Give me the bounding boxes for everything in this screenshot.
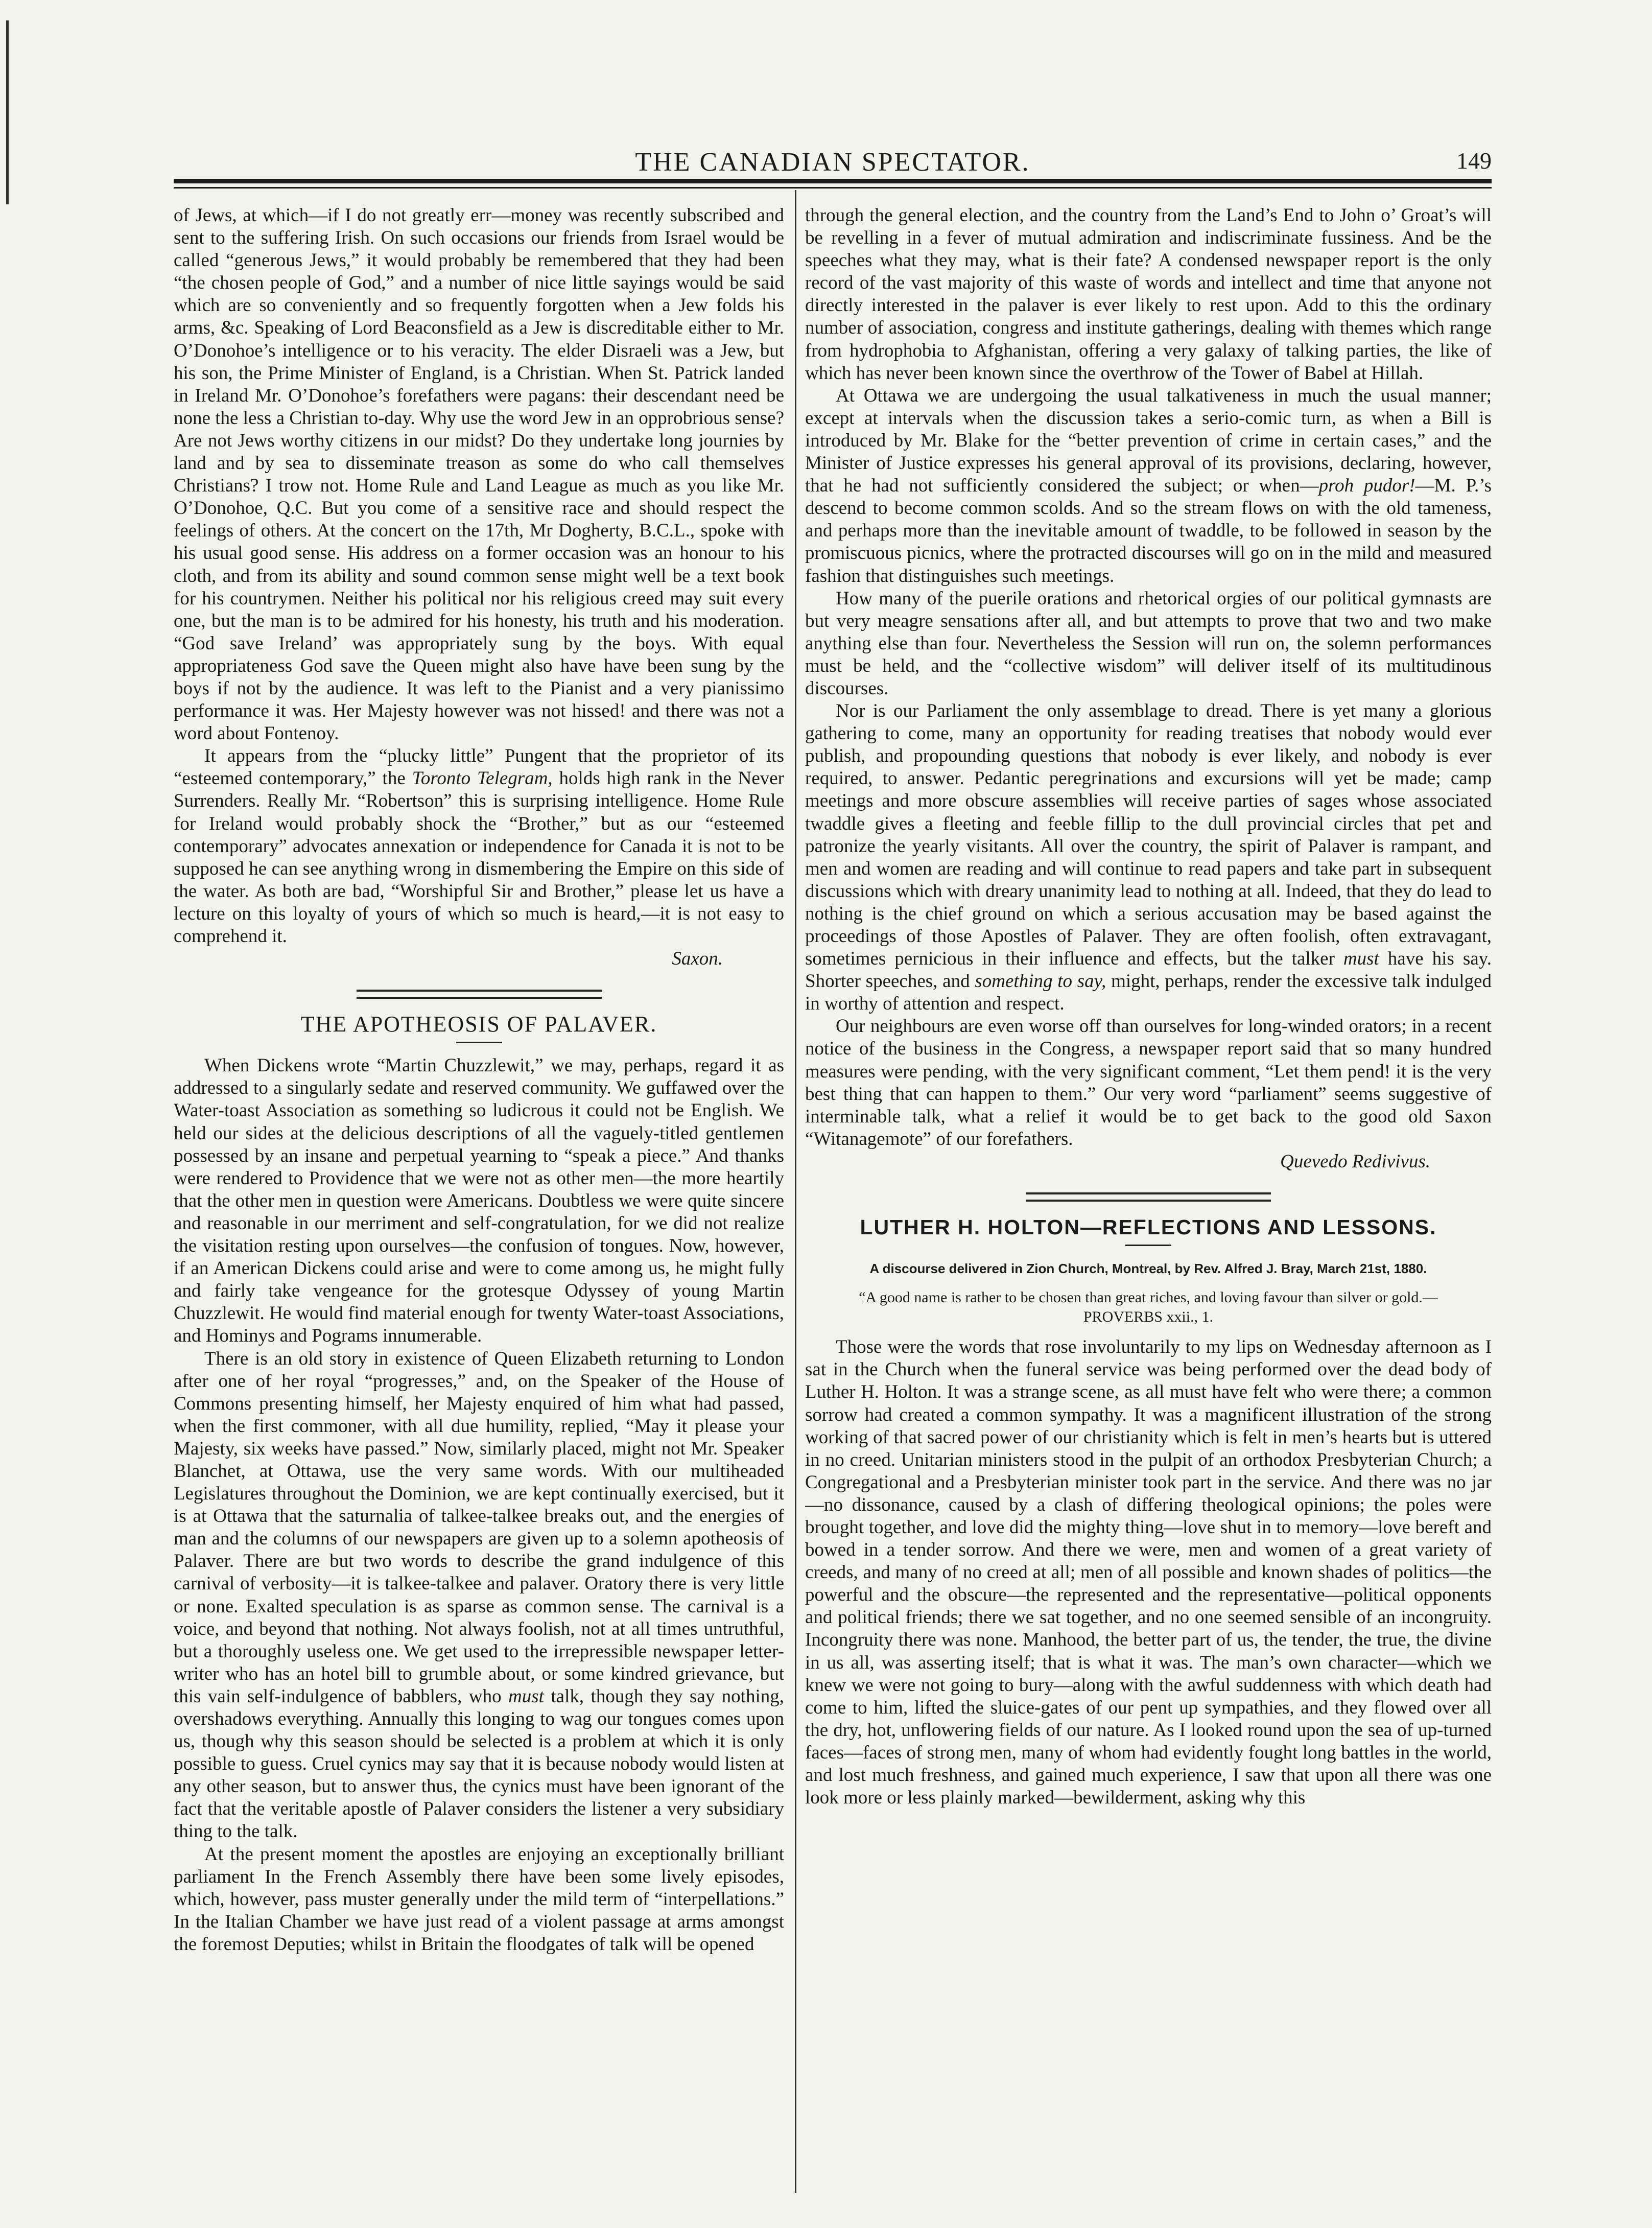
continued-paragraph: through the general election, and the country from the Land’s End to John o’ Groat’s will be revelling in a fever of mutual admiration and indiscriminate fussiness. And be the speeches what they may, what is their fate? A condensed newspaper report is the only record of the vast majority of this waste of words and intellect and time that anyone not directly interested in the palaver is ever likely to rest upon. Add to this the ordinary number of association, congress and institute gatherings, dealing with themes which range from hydrophobia to Afghanistan, offering a very galaxy of talking parties, the like of which has never been known since the overthrow of the Tower of Babel at Hillah. <box>805 205 1492 384</box>
article-title-palaver: THE APOTHEOSIS OF PALAVER. <box>300 1012 657 1037</box>
header-rule-thin <box>174 187 1492 189</box>
article-subtitle: A discourse delivered in Zion Church, Montreal, by Rev. Alfred J. Bray, March 21st, 1880. <box>869 1261 1427 1277</box>
text-run: might, perhaps, render the excessive talk indulged in worthy of attention and respect. <box>805 971 1492 1015</box>
page-number: 149 <box>1456 148 1492 174</box>
title-rule <box>456 1042 502 1043</box>
text-run: talk, though they say nothing, overshadows everything. Annually this longing to wag our tongues comes upon us, though why this season should be selected is a problem at which it is only possible to guess. Cruel cynics may say that it is because nobody would listen at any other season, but to answer thus, the cynics must have been ignorant of the fact that the veritable apostle of Palaver considers the listener a very subsidiary thing to the talk. <box>174 1685 784 1842</box>
text-run: Nor is our Parliament the only assemblage to dread. There is yet many a glorious gathering to come, many an opportunity for reading treatises that nobody would ever publish, and propounding questions that nobody is ever likely, and nobody is ever required, to answer. Pedantic peregrinations and excursions will yet be made; camp meetings and more obscure assemblies will receive parties of sages whose associated twaddle gives a fleeting and feeble fillip to the dull provincial circles that pet and patronize the yearly visitants. All over the country, the spirit of Palaver is rampant, and men and women are reading and will continue to read papers and take part in subsequent discussions which with dreary unanimity lead to nothing at all. Indeed, that they do lead to nothing is the chief ground on which a serious accusation may be based against the proceedings of those Apostles of Palaver. They are often foolish, often extravagant, sometimes pernicious in their influence and effects, but the talker <box>805 700 1492 970</box>
column-divider <box>795 190 796 2193</box>
page-header <box>174 147 1492 178</box>
article-paragraph: Our neighbours are even worse off than ourselves for long-winded orators; in a recent notice of the business in the Congress, a newspaper report said that so many hundred measures were pending, with the very significant comment, “Let them pend! it is the very best thing that can happen to them.” Our very word “parliament” seems suggestive of interminable talk, what a relief it would be to get back to the good old Saxon “Witanagemote” of our forefathers. <box>805 1016 1492 1150</box>
italic-run: something to say, <box>975 971 1106 992</box>
text-run: There is an old story in existence of Queen Elizabeth returning to London after one of her royal “progresses,” and, on the Speaker of the House of Commons presenting himself, her Majesty enquired of him what had passed, when the first commoner, with all due humility, replied, “May it please your Majesty, six weeks have passed.” Now, similarly placed, might not Mr. Speaker Blanchet, at Ottawa, use the very same words. With our multiheaded Legislatures throughout the Dominion, we are kept continually exercised, but it is at Ottawa that the saturnalia of talkee-talkee breaks out, and the energies of man and the columns of our newspapers are given up to a solemn apotheosis of Palaver. There are but two words to describe the grand indulgence of this carnival of verbosity—it is talkee-talkee and palaver. Oratory there is very little or none. Exalted speculation is as sparse as common sense. The carnival is a voice, and beyond that nothing. Not always foolish, not at all times untruthful, but a thoroughly useless one. We get used to the irrepressible newspaper letter-writer who has an hotel bill to grumble about, or some kindred grievance, but this vain self-indulgence of babblers, who <box>174 1348 784 1707</box>
article-paragraph <box>174 1348 784 1843</box>
article-paragraph <box>805 385 1492 588</box>
article-paragraph: At the present moment the apostles are enjoying an exceptionally brilliant parliament In the French Assembly there have been some lively episodes, which, however, pass muster generally under the mild term of “interpellations.” In the Italian Chamber we have just read of a violent passage at arms amongst the foremost Deputies; whilst in Britain the floodgates of talk will be opened <box>174 1843 784 1955</box>
journal-title: THE CANADIAN SPECTATOR. <box>635 148 1030 177</box>
text-run: It appears from the “plucky little” Pungent that the proprietor of its “esteemed contemporary,” the <box>174 745 784 789</box>
page-edge-mark <box>6 20 14 204</box>
title-rule <box>1125 1245 1171 1246</box>
section-separator <box>357 990 602 999</box>
italic-run: must <box>508 1685 544 1707</box>
text-run: have his say. Shorter speeches, and <box>805 948 1492 992</box>
paragraph-telegram <box>174 745 784 948</box>
italic-run: proh pudor! <box>1318 475 1415 497</box>
article-paragraph: How many of the puerile orations and rhetorical orgies of our political gymnasts are but very meagre sensations after all, and but attempts to prove that two and two make anything else than four. Nevertheless the Session will run on, the solemn performances must be held, and the “collective wisdom” will deliver itself of its multitudinous discourses. <box>805 588 1492 699</box>
article-title-holton: LUTHER H. HOLTON—REFLECTIONS AND LESSONS. <box>860 1215 1437 1239</box>
epigraph: “A good name is rather to be chosen than great riches, and loving favour than silver or gold.—PROVERBS xxii., 1. <box>859 1289 1438 1326</box>
header-rule <box>174 179 1492 183</box>
text-run: At Ottawa we are undergoing the usual talkativeness in much the usual manner; except at intervals when the discussion takes a serio-comic turn, as when a Bill is introduced by Mr. Blake for the “better prevention of crime in certain cases,” and the Minister of Justice expresses his general approval of its provisions, declaring, however, that he had not sufficiently considered the subject; or when— <box>805 385 1492 497</box>
article-paragraph: When Dickens wrote “Martin Chuzzlewit,” we may, perhaps, regard it as addressed to a singularly sedate and reserved community. We guffawed over the Water-toast Association as something so ludicrous it could not be English. We held our sides at the delicious descriptions of all the vaguely-titled gentlemen possessed by an insane and perpetual yearning to “speak a piece.” And thanks were rendered to Providence that we were not as other men—the more heartily that the other men in question were Americans. Doubtless we were quite sincere and reasonable in our merriment and self-congratulation, for we did not realize the visitation resting upon ourselves—the confusion of tongues. Now, however, if an American Dickens could arise and were to come among us, he might fully and fairly take vengeance for the grotesque Odyssey of young Martin Chuzzlewit. He would find material enough for twenty Water-toast Associations, and Hominys and Pograms innumerable. <box>174 1055 784 1347</box>
signature-quevedo: Quevedo Redivivus. <box>1280 1151 1430 1172</box>
text-run: —M. P.’s descend to become common scolds. And so the stream flows on with the old tameness, and perhaps more than the inevitable amount of twaddle, to be followed in season by the promiscuous picnics, where the protracted discourses will go on in the mild and measured fashion that distinguishes such meetings. <box>805 475 1492 587</box>
italic-run: Toronto Telegram, <box>412 768 553 789</box>
signature-saxon: Saxon. <box>672 948 723 970</box>
italic-run: must <box>1343 948 1379 970</box>
left-column <box>174 204 784 2197</box>
text-run: holds high rank in the Never Surrenders. Really Mr. “Robertson” this is surprising intelligence. Home Rule for Ireland would probably shock the “Brother,” but as our “esteemed contemporary” advocates annexation or independence for Canada it is not to be supposed he can see anything wrong in dismembering the Empire on this side of the water. As both are bad, “Worshipful Sir and Brother,” please let us have a lecture on this loyalty of yours of which so much is heard,—it is not easy to comprehend it. <box>174 768 784 947</box>
signature-line <box>174 948 784 970</box>
signature-line <box>805 1151 1492 1173</box>
continued-paragraph: of Jews, at which—if I do not greatly err—money was recently subscribed and sent to the suffering Irish. On such occasions our friends from Israel would be called “generous Jews,” it would probably be remembered that they had been “the chosen people of God,” and a number of nice little sayings would be said which are so conveniently and so frequently forgotten when a Jew folds his arms, &c. Speaking of Lord Beaconsfield as a Jew is discreditable either to Mr. O’Donohoe’s intelligence or to his veracity. The elder Disraeli was a Jew, but his son, the Prime Minister of England, is a Christian. When St. Patrick landed in Ireland Mr. O’Donohoe’s forefathers were pagans: their descendant need be none the less a Christian to-day. Why use the word Jew in an opprobrious sense? Are not Jews worthy citizens in our midst? Do they undertake long journies by land and by sea to disseminate treason as some do who call themselves Christians? I trow not. Home Rule and Land League as much as you like Mr. O’Donohoe, Q.C. But you come of a sensitive race and should respect the feelings of others. At the concert on the 17th, Mr Dogherty, B.C.L., spoke with his usual good sense. His address on a former occasion was an honour to his cloth, and from its ability and sound common sense might well be a text book for his countrymen. Neither his political nor his religious creed may suit every one, but the man is to be admired for his honesty, his truth and his moderation. “God save Ireland’ was appropriately sung by the boys. With equal appropriateness God save the Queen might also have have been sung by the boys if not by the audience. It was left to the Pianist and a very pianissimo performance it was. Her Majesty however was not hissed! and there was not a word about Fontenoy. <box>174 205 784 744</box>
right-column <box>805 204 1492 2197</box>
section-separator <box>1026 1192 1271 1202</box>
article-paragraph <box>805 700 1492 1015</box>
article-paragraph: Those were the words that rose involuntarily to my lips on Wednesday afternoon as I sat in the Church when the funeral service was being performed over the dead body of Luther H. Holton. It was a strange scene, as all must have felt who were there; a common sorrow had created a common sympathy. It was a magnificent illustration of the strong working of that sacred power of our christianity which is felt in men’s hearts but is uttered in no creed. Unitarian ministers stood in the pulpit of an orthodox Presbyterian Church; a Congregational and a Presbyterian minister took part in the service. And there was no jar—no dissonance, caused by a clash of differing theological opinions; the poles were brought together, and love did the mighty thing—love shut in to memory—love bereft and bowed in a tender sorrow. And there we were, men and women of a great variety of creeds, and many of no creed at all; men of all possible and known shades of politics—the powerful and the obscure—the represented and the representative—political opponents and political friends; there we sat together, and no one seemed sensible of an incongruity. Incongruity there was none. Manhood, the better part of us, the tender, the true, the divine in us all, was asserting itself; that is what it was. The man’s own character—which we knew we were not going to bury—along with the awful suddenness with which death had come to him, lifted the sluice-gates of our pent up sympathies, and they flowed over all the dry, hot, unflowering fields of our nature. As I looked round upon the sea of up-turned faces—faces of strong men, many of whom had evidently fought long battles in the world, and lost much freshness, and gained much experience, I saw that upon all there was one look more or less plainly marked—bewilderment, asking why this <box>805 1336 1492 1809</box>
